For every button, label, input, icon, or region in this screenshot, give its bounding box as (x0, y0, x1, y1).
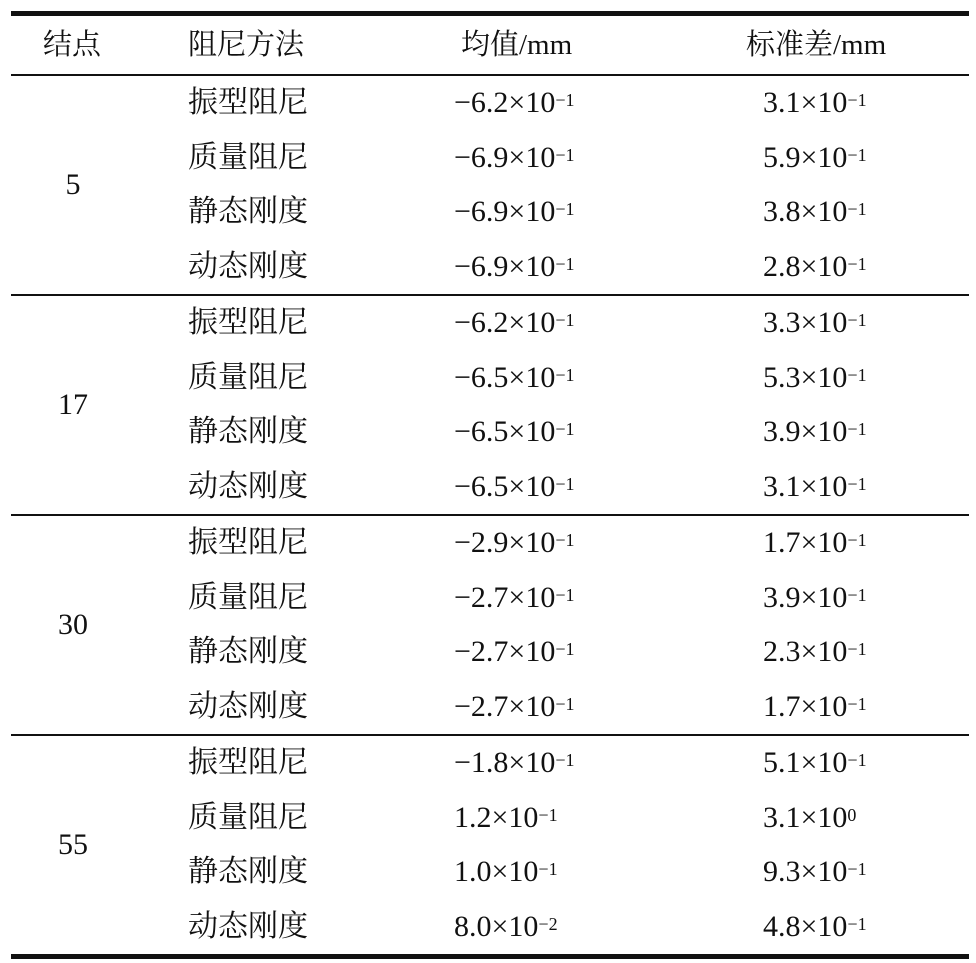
std-exponent: −1 (847, 693, 867, 714)
node-group (11, 296, 969, 514)
mean-base: −6.2×10 (454, 306, 556, 339)
std-exponent: −1 (847, 639, 867, 659)
mean-base: 1.0×10 (454, 855, 539, 888)
node-id: 55 (58, 828, 88, 861)
method-cell: 动态刚度 (188, 249, 308, 283)
table-body (11, 76, 969, 954)
mean-cell (454, 736, 604, 791)
std-exponent: −1 (847, 859, 867, 879)
node-id: 17 (58, 388, 88, 421)
std-cell (763, 240, 893, 295)
mean-exponent: −1 (555, 419, 575, 439)
std-cell (763, 131, 893, 186)
method-cell: 质量阻尼 (188, 800, 308, 834)
std-cell (763, 900, 893, 955)
std-base: 3.9×10 (763, 415, 848, 448)
method-cell: 静态刚度 (188, 415, 308, 448)
std-exponent: −1 (847, 584, 867, 605)
mean-cell (454, 185, 604, 240)
mean-exponent: −1 (555, 473, 575, 494)
method-cell: 静态刚度 (188, 635, 308, 668)
mean-exponent: −1 (555, 144, 575, 165)
mean-base: −6.5×10 (454, 360, 556, 394)
std-cell (763, 625, 893, 680)
mean-exponent: −2 (538, 913, 558, 934)
mean-exponent: −1 (555, 750, 575, 770)
std-base: 5.3×10 (763, 360, 848, 394)
std-cell (763, 76, 893, 131)
mean-cell (454, 791, 604, 846)
node-group (11, 76, 969, 294)
std-base: 9.3×10 (763, 855, 848, 888)
std-cell (763, 845, 893, 900)
mean-cell (454, 571, 604, 626)
std-exponent: −1 (847, 750, 867, 770)
mean-cell (454, 680, 604, 735)
method-cell: 动态刚度 (188, 469, 308, 503)
method-cell: 质量阻尼 (188, 580, 308, 614)
mean-base: −6.9×10 (454, 249, 556, 283)
std-exponent: −1 (847, 364, 867, 385)
method-cell: 振型阻尼 (188, 526, 308, 559)
std-cell (763, 516, 893, 571)
header-std: 标准差/mm (746, 29, 887, 61)
std-base: 2.3×10 (763, 635, 848, 668)
table-row (11, 736, 969, 791)
table-row (11, 76, 969, 131)
method-cell: 静态刚度 (188, 855, 308, 888)
std-cell (763, 791, 893, 846)
std-cell (763, 185, 893, 240)
mean-exponent: −1 (555, 253, 575, 274)
mean-base: −1.8×10 (454, 746, 556, 779)
mean-cell (454, 131, 604, 186)
header-node: 结点 (43, 29, 102, 61)
mean-cell (454, 900, 604, 955)
std-cell (763, 680, 893, 735)
std-exponent: −1 (847, 530, 867, 550)
std-base: 1.7×10 (763, 689, 848, 723)
mean-cell (454, 625, 604, 680)
table-row (11, 625, 969, 680)
method-cell: 振型阻尼 (188, 306, 308, 339)
mean-base: −6.5×10 (454, 415, 556, 448)
std-exponent: −1 (847, 144, 867, 165)
std-cell (763, 351, 893, 406)
mean-cell (454, 845, 604, 900)
std-exponent: −1 (847, 913, 867, 934)
method-cell: 振型阻尼 (188, 746, 308, 779)
data-table (11, 11, 969, 959)
std-base: 5.1×10 (763, 746, 848, 779)
std-base: 5.9×10 (763, 140, 848, 174)
mean-base: −2.7×10 (454, 580, 556, 614)
method-cell: 动态刚度 (188, 689, 308, 723)
std-cell (763, 460, 893, 515)
mean-base: −6.9×10 (454, 195, 556, 228)
table-row (11, 516, 969, 571)
table-row (11, 185, 969, 240)
mean-exponent: −1 (538, 859, 558, 879)
table-row (11, 791, 969, 846)
table-row (11, 351, 969, 406)
mean-exponent: −1 (538, 804, 558, 825)
table-row (11, 460, 969, 515)
mean-base: −6.9×10 (454, 140, 556, 174)
mean-exponent: −1 (555, 90, 575, 110)
std-cell (763, 736, 893, 791)
mean-exponent: −1 (555, 310, 575, 330)
node-id: 5 (65, 168, 81, 201)
std-base: 3.1×10 (763, 469, 848, 503)
mean-cell (454, 240, 604, 295)
mean-base: −2.7×10 (454, 689, 556, 723)
table-row (11, 296, 969, 351)
mean-exponent: −1 (555, 364, 575, 385)
mean-cell (454, 296, 604, 351)
mean-base: 1.2×10 (454, 800, 539, 834)
std-base: 3.8×10 (763, 195, 848, 228)
mean-exponent: −1 (555, 199, 575, 219)
mean-exponent: −1 (555, 584, 575, 605)
method-cell: 质量阻尼 (188, 140, 308, 174)
std-exponent: −1 (847, 199, 867, 219)
std-exponent: −1 (847, 253, 867, 274)
std-base: 3.1×10 (763, 800, 848, 834)
std-exponent: −1 (847, 90, 867, 110)
std-base: 3.3×10 (763, 306, 848, 339)
std-exponent: 0 (847, 804, 857, 825)
table-row (11, 680, 969, 735)
method-cell: 动态刚度 (188, 909, 308, 943)
mean-cell (454, 76, 604, 131)
mean-cell (454, 351, 604, 406)
std-base: 3.1×10 (763, 86, 848, 119)
table-row (11, 845, 969, 900)
table-row (11, 571, 969, 626)
node-group (11, 736, 969, 954)
std-base: 2.8×10 (763, 249, 848, 283)
mean-exponent: −1 (555, 693, 575, 714)
method-cell: 静态刚度 (188, 195, 308, 228)
method-cell: 振型阻尼 (188, 86, 308, 119)
std-exponent: −1 (847, 310, 867, 330)
mean-base: −2.7×10 (454, 635, 556, 668)
table-header (11, 16, 969, 74)
mean-base: 8.0×10 (454, 909, 539, 943)
table-row (11, 900, 969, 955)
bottom-rule (11, 954, 969, 959)
mean-base: −6.2×10 (454, 86, 556, 119)
std-exponent: −1 (847, 419, 867, 439)
std-base: 1.7×10 (763, 526, 848, 559)
mean-exponent: −1 (555, 530, 575, 550)
header-mean: 均值/mm (461, 29, 573, 61)
node-id: 30 (58, 608, 88, 641)
mean-cell (454, 405, 604, 460)
table-row (11, 131, 969, 186)
method-cell: 质量阻尼 (188, 360, 308, 394)
mean-exponent: −1 (555, 639, 575, 659)
mean-base: −6.5×10 (454, 469, 556, 503)
mean-cell (454, 516, 604, 571)
std-exponent: −1 (847, 473, 867, 494)
std-cell (763, 405, 893, 460)
table-row (11, 405, 969, 460)
header-method: 阻尼方法 (188, 29, 305, 61)
std-base: 3.9×10 (763, 580, 848, 614)
std-cell (763, 571, 893, 626)
node-group (11, 516, 969, 734)
mean-cell (454, 460, 604, 515)
table-row (11, 240, 969, 295)
std-base: 4.8×10 (763, 909, 848, 943)
std-cell (763, 296, 893, 351)
mean-base: −2.9×10 (454, 526, 556, 559)
